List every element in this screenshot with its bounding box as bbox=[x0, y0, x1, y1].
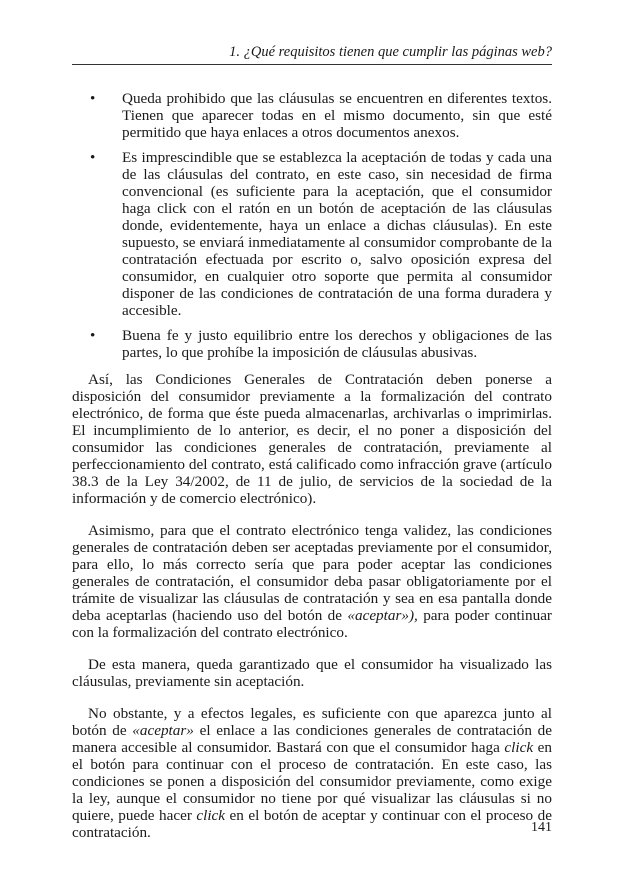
page-number: 141 bbox=[531, 820, 552, 835]
text-run: No obstante, y a efectos legales, es suficiente con que aparezca junto al botón de bbox=[72, 705, 552, 739]
bullet-item bbox=[72, 90, 552, 141]
emphasis-aceptar: «aceptar»), bbox=[347, 607, 418, 624]
text-run: para poder continuar con la formalización del contrato electrónico. bbox=[72, 607, 552, 641]
header-rule bbox=[72, 64, 552, 65]
paragraph-guarantee: De esta manera, queda garantizado que el consumidor ha visualizado las cláusulas, previamente sin aceptación. bbox=[72, 656, 552, 690]
text-run: en el botón para continuar con el proceso de contratación. En este caso, las condiciones se ponen a disposición del consumidor previamente, como exige la ley, aunque el consumidor no tiene por qué visualizar las cláusulas si no quiere, puede hacer bbox=[72, 739, 552, 824]
paragraph-validity bbox=[72, 522, 552, 641]
bullet-text: Es imprescindible que se establezca la aceptación de todas y cada una de las cláusulas del contrato, en este caso, sin necesidad de firma convencional (es suficiente para la aceptación, que el consumidor haga click con el ratón en un botón de aceptación de las cláusulas donde, evidentemente, haya un enlace a dichas cláusulas). En este supuesto, se enviará inmediatamente al consumidor comprobante de la contratación efectuada por escrito o, salvo oposición expresa del consumidor, en cualquier otro soporte que permita al consumidor disponer de las condiciones de contratación de una forma duradera y accesible. bbox=[122, 149, 552, 319]
text-run: el enlace a las condiciones generales de contratación de manera accesible al consumidor. Bastará con que el consumidor haga bbox=[72, 722, 552, 756]
emphasis-click: click bbox=[504, 739, 534, 756]
bullet-symbol: • bbox=[90, 327, 96, 344]
text-run: en el botón de aceptar y continuar con el proceso de contratación. bbox=[72, 807, 552, 841]
bullet-symbol: • bbox=[90, 149, 96, 166]
bullet-text: Queda prohibido que las cláusulas se encuentren en diferentes textos. Tienen que aparecer todas en el mismo documento, sin que esté permitido que haya enlaces a otros documentos anexos. bbox=[122, 90, 552, 141]
bullet-list bbox=[72, 90, 552, 361]
paragraph-conditions-availability: Así, las Condiciones Generales de Contratación deben ponerse a disposición del consumidor previamente a la formalización del contrato electrónico, de forma que éste pueda almacenarlas, archivarlas o imprimirlas. El incumplimiento de lo anterior, es decir, el no poner a disposición del consumidor las condiciones generales de contratación, previamente al perfeccionamiento del contrato, está calificado como infracción grave (artículo 38.3 de la Ley 34/2002, de 11 de julio, de servicios de la sociedad de la información y de comercio electrónico). bbox=[72, 371, 552, 507]
bullet-text: Buena fe y justo equilibrio entre los derechos y obligaciones de las partes, lo que prohíbe la imposición de cláusulas abusivas. bbox=[122, 327, 552, 361]
text-run: Asimismo, para que el contrato electrónico tenga validez, las condiciones generales de contratación deben ser aceptadas previamente por el consumidor, para ello, lo más correcto sería que para poder aceptar las condiciones generales de contratación, el consumidor deba pasar obligatoriamente por el trámite de visualizar las cláusulas de contratación y sea en esa pantalla donde deba aceptarlas (haciendo uso del botón de bbox=[72, 522, 552, 624]
page-body bbox=[72, 90, 552, 856]
emphasis-click: click bbox=[196, 807, 226, 824]
bullet-symbol: • bbox=[90, 90, 96, 107]
bullet-item bbox=[72, 149, 552, 319]
running-header: 1. ¿Qué requisitos tienen que cumplir las páginas web? bbox=[229, 44, 552, 60]
emphasis-aceptar: «aceptar» bbox=[132, 722, 194, 739]
bullet-item bbox=[72, 327, 552, 361]
